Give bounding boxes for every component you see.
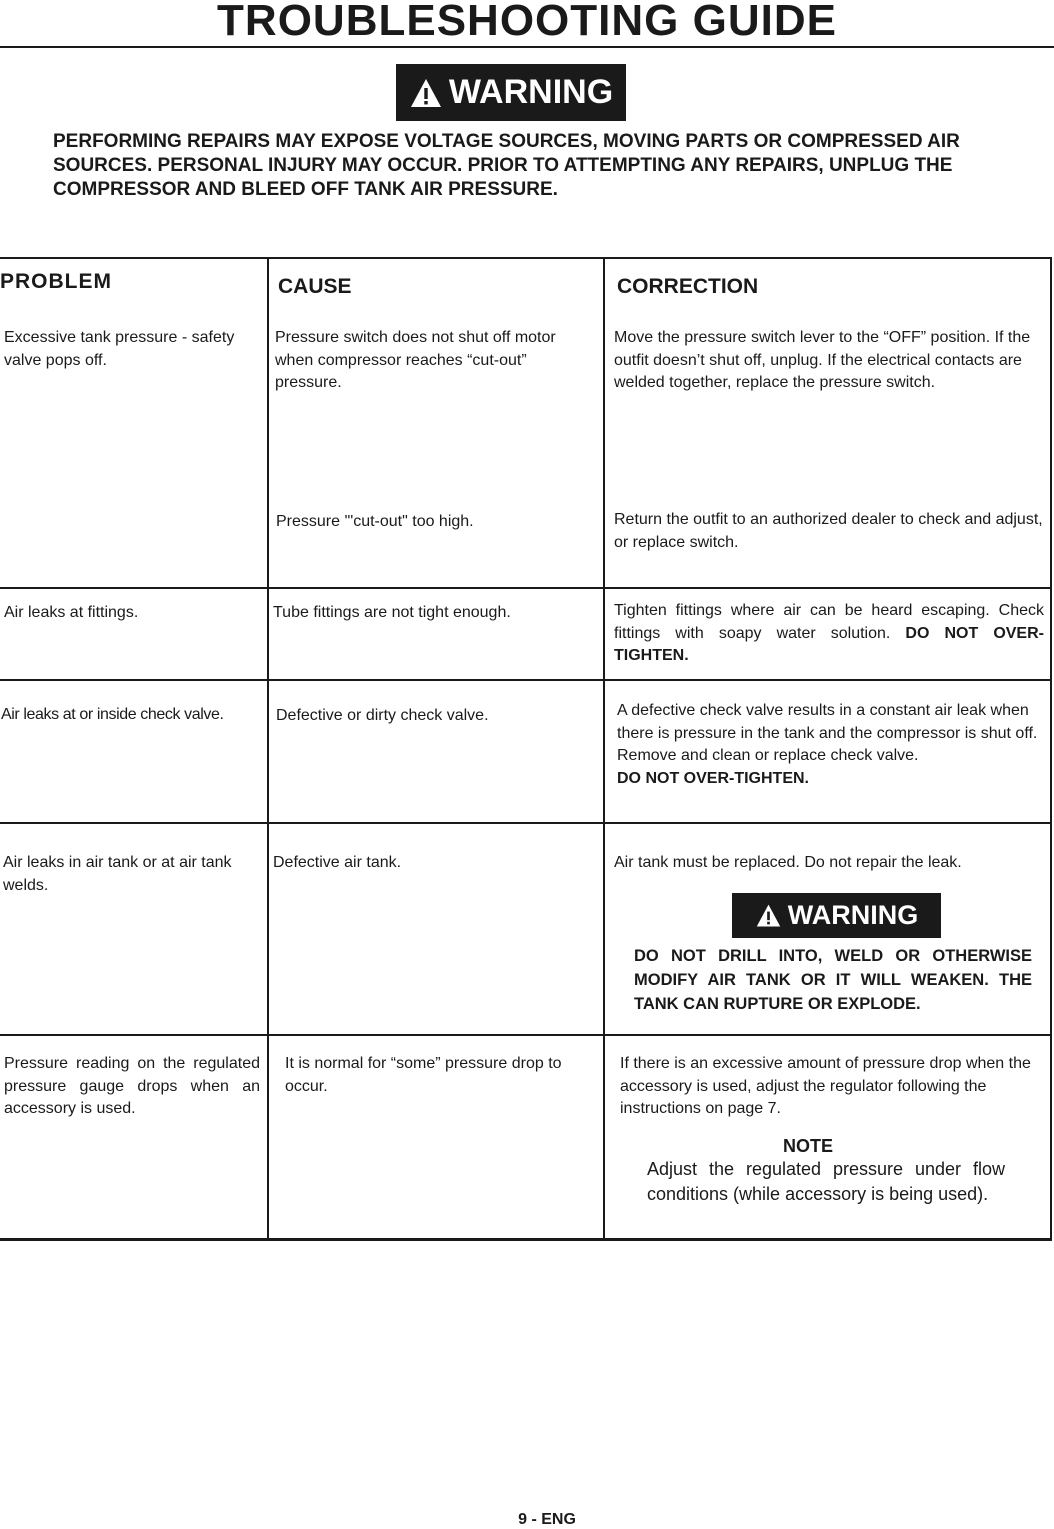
column-divider-1: [267, 257, 269, 1240]
row4-correction: Air tank must be replaced. Do not repair the leak.: [614, 854, 962, 871]
header-cause: CAUSE: [278, 275, 352, 298]
title-rule: [0, 46, 1054, 48]
row4-warning-label: WARNING: [787, 900, 919, 930]
row1-cause-1: Pressure switch does not shut off motor when compressor reaches “cut-out” pressure.: [275, 329, 556, 391]
row1-cause-2: Pressure '"cut-out" too high.: [276, 513, 474, 530]
row1-correction-1: Move the pressure switch lever to the “OFF” position. If the outfit doesn’t shut off, unplug. If the electrical contacts are welded together, replace the pressure switch.: [614, 329, 1031, 391]
row3-cause: Defective or dirty check valve.: [276, 707, 489, 724]
row4-warning-badge: [732, 893, 941, 938]
table-top-rule: [0, 257, 1052, 259]
warning-triangle-icon: [409, 77, 443, 109]
page-title: TROUBLESHOOTING GUIDE: [217, 0, 837, 45]
row5-correction: If there is an excessive amount of pressure drop when the accessory is used, adjust the regulator following the instructions on page 7.: [620, 1055, 1031, 1117]
row2-correction: [614, 600, 1044, 668]
table-bottom-rule: [0, 1238, 1052, 1241]
row-divider-1: [0, 587, 1052, 589]
header-problem: PROBLEM: [0, 270, 112, 293]
row5-problem: Pressure reading on the regulated pressure gauge drops when an accessory is used.: [4, 1055, 260, 1117]
warning-text: PERFORMING REPAIRS MAY EXPOSE VOLTAGE SOURCES, MOVING PARTS OR COMPRESSED AIR SOURCES. PERSONAL INJURY MAY OCCUR. PRIOR TO ATTEMPTING ANY REPAIRS, UNPLUG THE COMPRESSOR AND BLEED OFF TANK AIR PRESSURE.: [53, 131, 960, 200]
header-correction: CORRECTION: [617, 275, 759, 298]
row5-note-label: NOTE: [783, 1136, 834, 1156]
row2-correction-text: Tighten fittings where air can be heard escaping. Check fittings with soapy water solution.: [614, 602, 1044, 642]
row4-problem: Air leaks in air tank or at air tank welds.: [3, 854, 232, 894]
row4-cause: Defective air tank.: [273, 854, 402, 871]
row-divider-3: [0, 822, 1052, 824]
page-number: 9 - ENG: [518, 1511, 576, 1528]
row2-problem: Air leaks at fittings.: [4, 604, 139, 621]
row3-correction: [617, 700, 1050, 790]
warning-triangle-icon: [755, 903, 782, 928]
row2-cause: Tube fittings are not tight enough.: [273, 604, 511, 621]
row-divider-4: [0, 1034, 1052, 1036]
row1-correction-2: Return the outfit to an authorized dealer to check and adjust, or replace switch.: [614, 511, 1043, 551]
row5-note-text: Adjust the regulated pressure under flow conditions (while accessory is being used).: [647, 1159, 1005, 1204]
warning-label: WARNING: [448, 73, 614, 111]
row1-problem: Excessive tank pressure - safety valve pops off.: [4, 329, 235, 369]
row4-warning-text: DO NOT DRILL INTO, WELD OR OTHERWISE MODIFY AIR TANK OR IT WILL WEAKEN. THE TANK CAN RUPTURE OR EXPLODE.: [634, 947, 1032, 1013]
table-right-edge: [1050, 257, 1052, 1240]
row5-cause: It is normal for “some” pressure drop to occur.: [285, 1055, 562, 1095]
warning-badge: [396, 64, 626, 121]
row2-correction-bold: DO NOT OVER-TIGHTEN.: [614, 624, 1044, 664]
row3-correction-bold: DO NOT OVER-TIGHTEN.: [617, 769, 809, 787]
row3-problem: Air leaks at or inside check valve.: [1, 706, 224, 723]
row3-correction-text: A defective check valve results in a constant air leak when there is pressure in the tank and the compressor is shut off. Remove and clean or replace check valve.: [617, 702, 1038, 764]
column-divider-2: [603, 257, 605, 1240]
row-divider-2: [0, 679, 1052, 681]
